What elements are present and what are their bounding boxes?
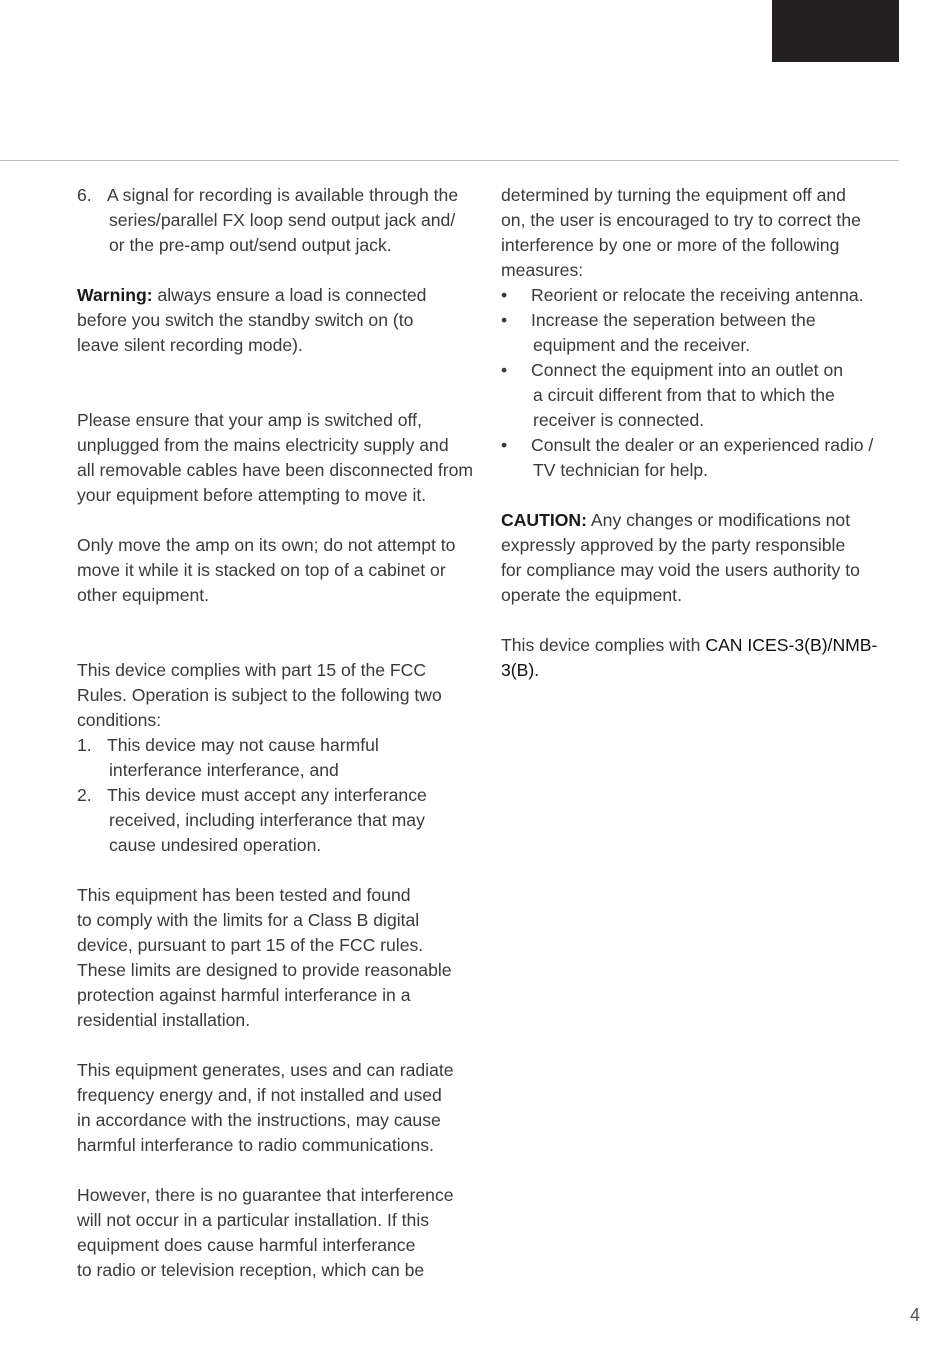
warning-line: leave silent recording mode). <box>77 335 303 355</box>
header-tab-block <box>772 0 899 62</box>
list-number: 1. <box>77 735 92 755</box>
caution-line: expressly approved by the party responsible <box>501 535 846 555</box>
paragraph-line: in accordance with the instructions, may cause <box>77 1110 441 1130</box>
ices-code-cont: 3(B). <box>501 660 540 680</box>
caution-paragraph: CAUTION: Any changes or modifications not <box>501 510 851 530</box>
warning-line: before you switch the standby switch on (to <box>77 310 414 330</box>
paragraph-line: This equipment has been tested and found <box>77 885 411 905</box>
paragraph-line: interference by one or more of the following <box>501 235 840 255</box>
paragraph-line: to radio or television reception, which can be <box>77 1260 425 1280</box>
paragraph-line: equipment does cause harmful interferance <box>77 1235 416 1255</box>
list-item-1-line: interferance interferance, and <box>109 760 339 780</box>
bullet-icon: • <box>501 360 508 380</box>
bullet-icon: • <box>501 310 508 330</box>
paragraph-line: Rules. Operation is subject to the following two <box>77 685 442 705</box>
list-item-6-line: series/parallel FX loop send output jack and/ <box>109 210 456 230</box>
list-item-6: 6. A signal for recording is available through the <box>77 183 479 208</box>
bullet-item: • Connect the equipment into an outlet on <box>501 358 901 383</box>
list-number: 2. <box>77 785 92 805</box>
paragraph-line: all removable cables have been disconnected from <box>77 460 474 480</box>
bullet-line: a circuit different from that to which the <box>533 385 835 405</box>
bullet-item: • Increase the seperation between the <box>501 308 901 333</box>
paragraph-line: These limits are designed to provide reasonable <box>77 960 452 980</box>
paragraph-line: your equipment before attempting to move it. <box>77 485 427 505</box>
paragraph-line: will not occur in a particular installation. If this <box>77 1210 430 1230</box>
left-column <box>77 183 479 1283</box>
warning-paragraph: Warning: always ensure a load is connected <box>77 285 427 305</box>
paragraph-line: However, there is no guarantee that interference <box>77 1185 454 1205</box>
bullet-line: TV technician for help. <box>533 460 709 480</box>
list-item-6-line: or the pre-amp out/send output jack. <box>109 235 392 255</box>
paragraph-line: frequency energy and, if not installed and used <box>77 1085 442 1105</box>
bullet-item: • Reorient or relocate the receiving antenna. <box>501 283 901 308</box>
paragraph-line: unplugged from the mains electricity supply and <box>77 435 449 455</box>
paragraph-line: This equipment generates, uses and can radiate <box>77 1060 454 1080</box>
caution-line: operate the equipment. <box>501 585 682 605</box>
header-divider <box>0 160 899 161</box>
bullet-line: receiver is connected. <box>533 410 705 430</box>
bullet-item: • Consult the dealer or an experienced radio / <box>501 433 901 458</box>
list-item-2-line: received, including interferance that may <box>109 810 425 830</box>
list-item-2-line: cause undesired operation. <box>109 835 322 855</box>
right-column <box>501 183 901 683</box>
ices-code: CAN ICES-3(B)/NMB- <box>705 635 878 655</box>
paragraph-line: Only move the amp on its own; do not attempt to <box>77 535 456 555</box>
paragraph-line: to comply with the limits for a Class B digital <box>77 910 420 930</box>
paragraph-line: determined by turning the equipment off and <box>501 185 846 205</box>
paragraph-line: other equipment. <box>77 585 210 605</box>
list-item-1: 1. This device may not cause harmful <box>77 733 479 758</box>
bullet-icon: • <box>501 285 508 305</box>
list-item-2: 2. This device must accept any interferance <box>77 783 479 808</box>
paragraph-line: measures: <box>501 260 584 280</box>
paragraph-line: This device complies with part 15 of the FCC <box>77 660 427 680</box>
paragraph-line: Please ensure that your amp is switched off, <box>77 410 422 430</box>
paragraph-line: conditions: <box>77 710 162 730</box>
caution-line: for compliance may void the users authority to <box>501 560 860 580</box>
caution-label: CAUTION: <box>501 510 588 530</box>
paragraph-line: residential installation. <box>77 1010 251 1030</box>
paragraph-line: harmful interferance to radio communications. <box>77 1135 434 1155</box>
list-number: 6. <box>77 185 92 205</box>
bullet-icon: • <box>501 435 508 455</box>
page-number: 4 <box>910 1305 921 1325</box>
warning-label: Warning: <box>77 285 153 305</box>
ices-compliance: This device complies with CAN ICES-3(B)/NMB- <box>501 635 878 655</box>
paragraph-line: move it while it is stacked on top of a cabinet or <box>77 560 446 580</box>
paragraph-line: on, the user is encouraged to try to correct the <box>501 210 861 230</box>
paragraph-line: device, pursuant to part 15 of the FCC rules. <box>77 935 424 955</box>
paragraph-line: protection against harmful interferance in a <box>77 985 411 1005</box>
bullet-line: equipment and the receiver. <box>533 335 751 355</box>
